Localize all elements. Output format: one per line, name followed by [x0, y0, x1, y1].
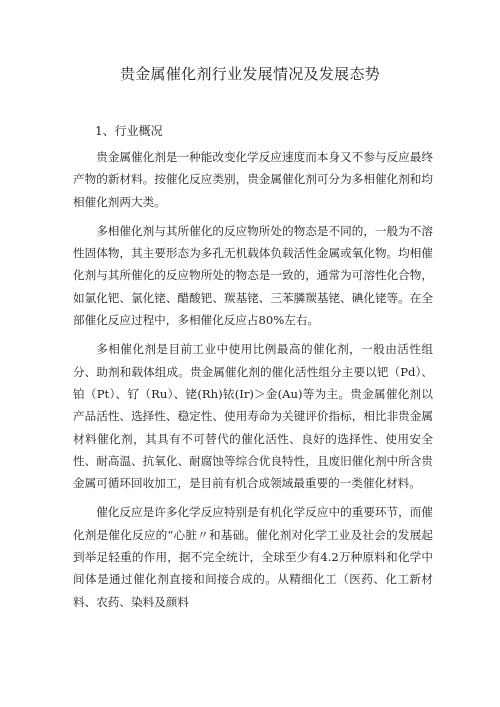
- paragraph: 多相催化剂与其所催化的反应物所处的物态是不同的，一般为不溶性固体物，其主要形态为多孔无机载体负载活性金属或氧化物。均相催化剂与其所催化的反应物所处的物态是一致的，通常为可溶性化合物，如氯化钯、氯化铑、醋酸钯、羰基铑、三苯膦羰基铑、碘化铑等。在全部催化反应过程中，多相催化反应占80%左右。: [73, 223, 433, 328]
- paragraph: 多相催化剂是目前工业中使用比例最高的催化剂，一般由活性组分、助剂和载体组成。贵金属催化剂的催化活性组分主要以钯（Pd）、铂（Pt）、钌（Ru）、铑(Rh)铱(Ir)＞金(Au)等为主。贵金属催化剂以产品活性、选择性、稳定性、使用寿命为关键评价指标，相比非贵金属材料催化剂，其具有不可替代的催化活性、良好的选择性、使用安全性、耐高温、抗氧化、耐腐蚀等综合优良特性，且废旧催化剂中所含贵金属可循环回收加工，是目前有机合成领域最重要的一类催化材料。: [73, 342, 433, 491]
- document-body: [73, 146, 433, 620]
- document-title: 贵金属催化剂行业发展情况及发展态势: [119, 65, 381, 83]
- paragraph: 催化反应是许多化学反应特别是有机化学反应中的重要环节，而催化剂是催化反应的“心脏〃和基础。催化剂对化学工业及社会的发展起到举足轻重的作用，据不完全统计，全球至少有4.2万种原料和化学中间体是通过催化剂直接和间接合成的。从精细化工（医药、化工新材料、农药、染料及颜料: [73, 505, 433, 609]
- section-heading: 1、行业概况: [95, 124, 163, 138]
- paragraph: 贵金属催化剂是一种能改变化学反应速度而本身又不参与反应最终产物的新材料。按催化反应类别，贵金属催化剂可分为多相催化剂和均相催化剂两大类。: [73, 150, 433, 209]
